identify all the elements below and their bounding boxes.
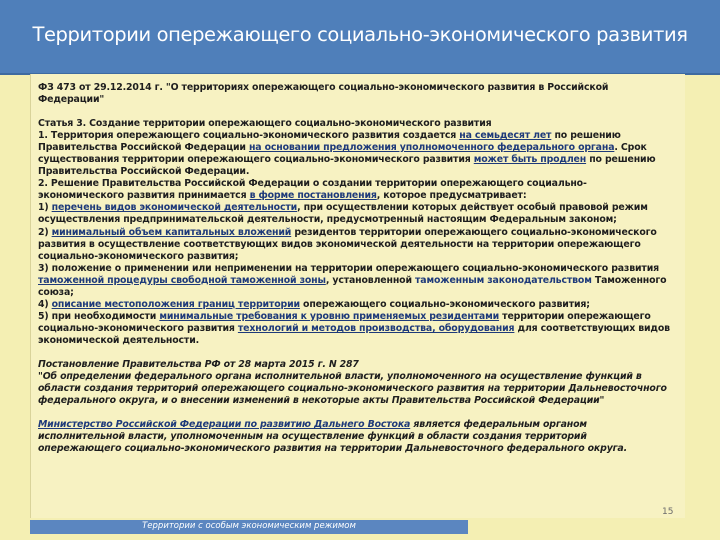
text-run: 3) положение о применении или неприменении на территории опережающего социально-экономического развития <box>38 262 659 274</box>
text-run: 1. Территория опережающего социально-экономического развития создается <box>38 130 460 142</box>
text-run: по решению Правительства Российской Федерации. <box>38 154 656 178</box>
text-run: территории опережающего социально-экономического развития <box>38 310 651 334</box>
page-number: 15 <box>662 507 674 517</box>
list-item-3 <box>38 263 672 299</box>
underlined-term: на семьдесят лет <box>459 130 552 142</box>
underlined-term: перечень видов экономической деятельности <box>51 202 298 214</box>
slide-title: Территории опережающего социально-экономического развития <box>32 23 688 46</box>
list-marker: 4) <box>38 298 52 310</box>
underlined-term: таможенной процедуры свободной таможенной зоны <box>38 274 326 286</box>
highlighted-term: таможенным законодательством <box>415 274 592 286</box>
underlined-term: в форме постановления <box>249 190 377 202</box>
underlined-term: минимальные требования к уровню применяемых резидентами <box>159 310 500 322</box>
list-marker: 2) <box>38 226 52 238</box>
ministry-paragraph <box>38 419 672 455</box>
list-item-5 <box>38 311 672 347</box>
slide-header <box>0 0 720 75</box>
list-item-2 <box>38 227 672 263</box>
document-body <box>38 82 672 455</box>
text-run: по решению Правительства Российской Федерации <box>38 130 621 154</box>
underlined-term: минимальный объем капитальных вложений <box>51 226 292 238</box>
text-run: 5) при необходимости <box>38 310 160 322</box>
decree-title: Постановление Правительства РФ от 28 марта 2015 г. N 287 <box>38 358 359 370</box>
underlined-term: на основании предложения уполномоченного федерального органа <box>248 142 615 154</box>
text-run: является федеральным органом исполнительной власти, уполномоченным на осуществление функций в области создания территорий опережающего социально-экономического развития на территории Дальневосточного федерального округа. <box>38 419 627 455</box>
underlined-term: технологий и методов производства, оборудования <box>237 322 515 334</box>
text-run: опережающего социально-экономического развития; <box>299 298 590 310</box>
decree-text: "Об определении федерального органа исполнительной власти, уполномоченного на осуществление функций в области создания территорий опережающего социально-экономического развития на территории Дальневосточного федерального округа, и о внесении изменений в некоторые акты Правительства Российской Федерации" <box>38 371 667 407</box>
paragraph-2 <box>38 178 672 202</box>
underlined-term: описание местоположения границ территории <box>51 298 300 310</box>
text-run: Таможенного союза; <box>38 274 667 298</box>
law-title: ФЗ 473 от 29.12.2014 г. "О территориях опережающего социально-экономического развития в Российской Федерации" <box>38 82 609 106</box>
underlined-term: может быть продлен <box>473 154 587 166</box>
list-item-1 <box>38 202 672 226</box>
article-title: Статья 3. Создание территории опережающего социально-экономического развития <box>38 118 492 130</box>
text-run: , при осуществлении которых действует особый правовой режим осуществления предпринимательской деятельности, предусмотренный настоящим Федеральным законом; <box>38 202 648 226</box>
text-run: , установленной <box>325 274 415 286</box>
list-marker: 1) <box>38 202 52 214</box>
text-run: , которое предусматривает: <box>376 190 527 202</box>
footer-text: Территории с особым экономическим режимом <box>142 521 356 531</box>
paragraph-1 <box>38 130 672 178</box>
text-run: резидентов территории опережающего социально-экономического развития в осуществление соответствующих видов экономической деятельности на территории опережающего социально-экономического развития; <box>38 226 657 262</box>
ministry-link[interactable]: Министерство Российской Федерации по развитию Дальнего Востока <box>38 419 411 431</box>
footer-bar <box>30 520 468 534</box>
text-run: для соответствующих видов экономической деятельности. <box>38 322 670 346</box>
list-item-4 <box>38 299 672 311</box>
text-run: 2. Решение Правительства Российской Федерации о создании территории опережающего социально-экономического развития принимается <box>38 178 587 202</box>
text-run: . Срок существования территории опережающего социально-экономического развития <box>38 142 647 166</box>
